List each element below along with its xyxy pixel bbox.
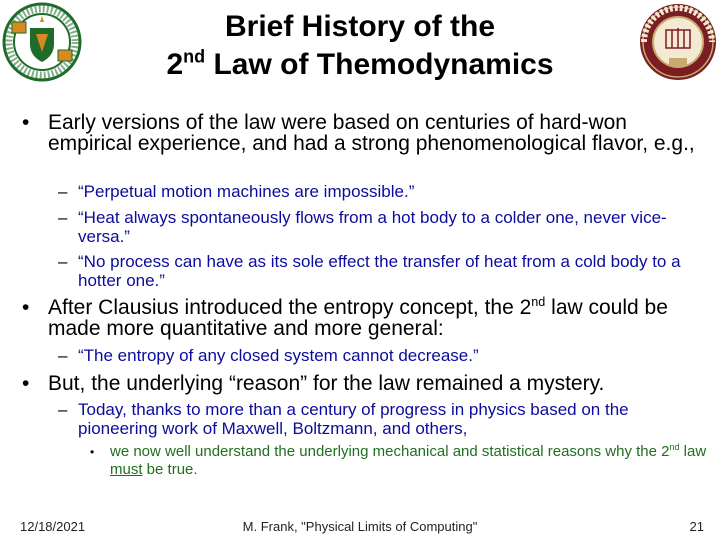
sub-sub-bullet-understand — [90, 443, 710, 479]
slide-number: 21 — [689, 519, 704, 534]
title-line-2 — [95, 46, 625, 84]
bullet-text: But, the underlying “reason” for the law remained a mystery. — [48, 372, 605, 395]
dash-icon: – — [58, 346, 68, 365]
sub-bullet-text: “Perpetual motion machines are impossible.” — [78, 182, 415, 201]
sub-bullet-text: “The entropy of any closed system cannot decrease.” — [78, 346, 479, 365]
sub-bullet-text: “No process can have as its sole effect the transfer of heat from a cold body to a hotter one.” — [78, 252, 681, 290]
bullet-dot-icon: • — [90, 445, 95, 459]
dash-icon: – — [58, 400, 68, 419]
title-line-2-superscript: nd — [183, 46, 206, 67]
emphasis-must: must — [110, 461, 143, 478]
sub-bullet-text: Today, thanks to more than a century of progress in physics based on the pioneering work of Maxwell, Boltzmann, and others, — [78, 400, 629, 438]
fsu-seal-logo — [638, 2, 718, 82]
slide-title — [95, 8, 625, 84]
bullet-clausius — [22, 294, 712, 340]
sub-bullet-today — [58, 400, 708, 438]
bullet-dot-icon: • — [22, 111, 30, 134]
sub-bullet-perpetual-motion — [58, 182, 708, 201]
sub-bullet-heat-flow — [58, 208, 708, 246]
footer-citation: M. Frank, "Physical Limits of Computing" — [242, 519, 478, 534]
sub-bullet-entropy — [58, 346, 708, 365]
bullet-text: Early versions of the law were based on centuries of hard-won empirical experience, and had a strong phenomenological flavor, e.g., — [48, 111, 695, 155]
bullet-early-versions — [22, 112, 712, 154]
famu-fsu-engineering-logo — [2, 2, 82, 82]
title-line-1: Brief History of the — [224, 10, 496, 43]
sub-sub-bullet-text: we now well understand the underlying mechanical and statistical reasons why the 2nd law must be true. — [110, 442, 707, 478]
bullet-text: After Clausius introduced the entropy concept, the 2nd law could be made more quantitative and more general: — [48, 294, 668, 340]
title-line-2-text: Law of Themodynamics — [205, 48, 554, 81]
bullet-mystery — [22, 373, 712, 394]
footer-date: 12/18/2021 — [20, 519, 86, 534]
sub-bullet-text: “Heat always spontaneously flows from a hot body to a colder one, never vice-versa.” — [78, 208, 667, 246]
bullet-dot-icon: • — [22, 372, 30, 395]
bullet-dot-icon: • — [22, 296, 30, 319]
dash-icon: – — [58, 252, 68, 271]
sub-bullet-no-process — [58, 252, 708, 290]
dash-icon: – — [58, 182, 68, 201]
dash-icon: – — [58, 208, 68, 227]
title-line-2-number: 2 — [166, 48, 184, 81]
